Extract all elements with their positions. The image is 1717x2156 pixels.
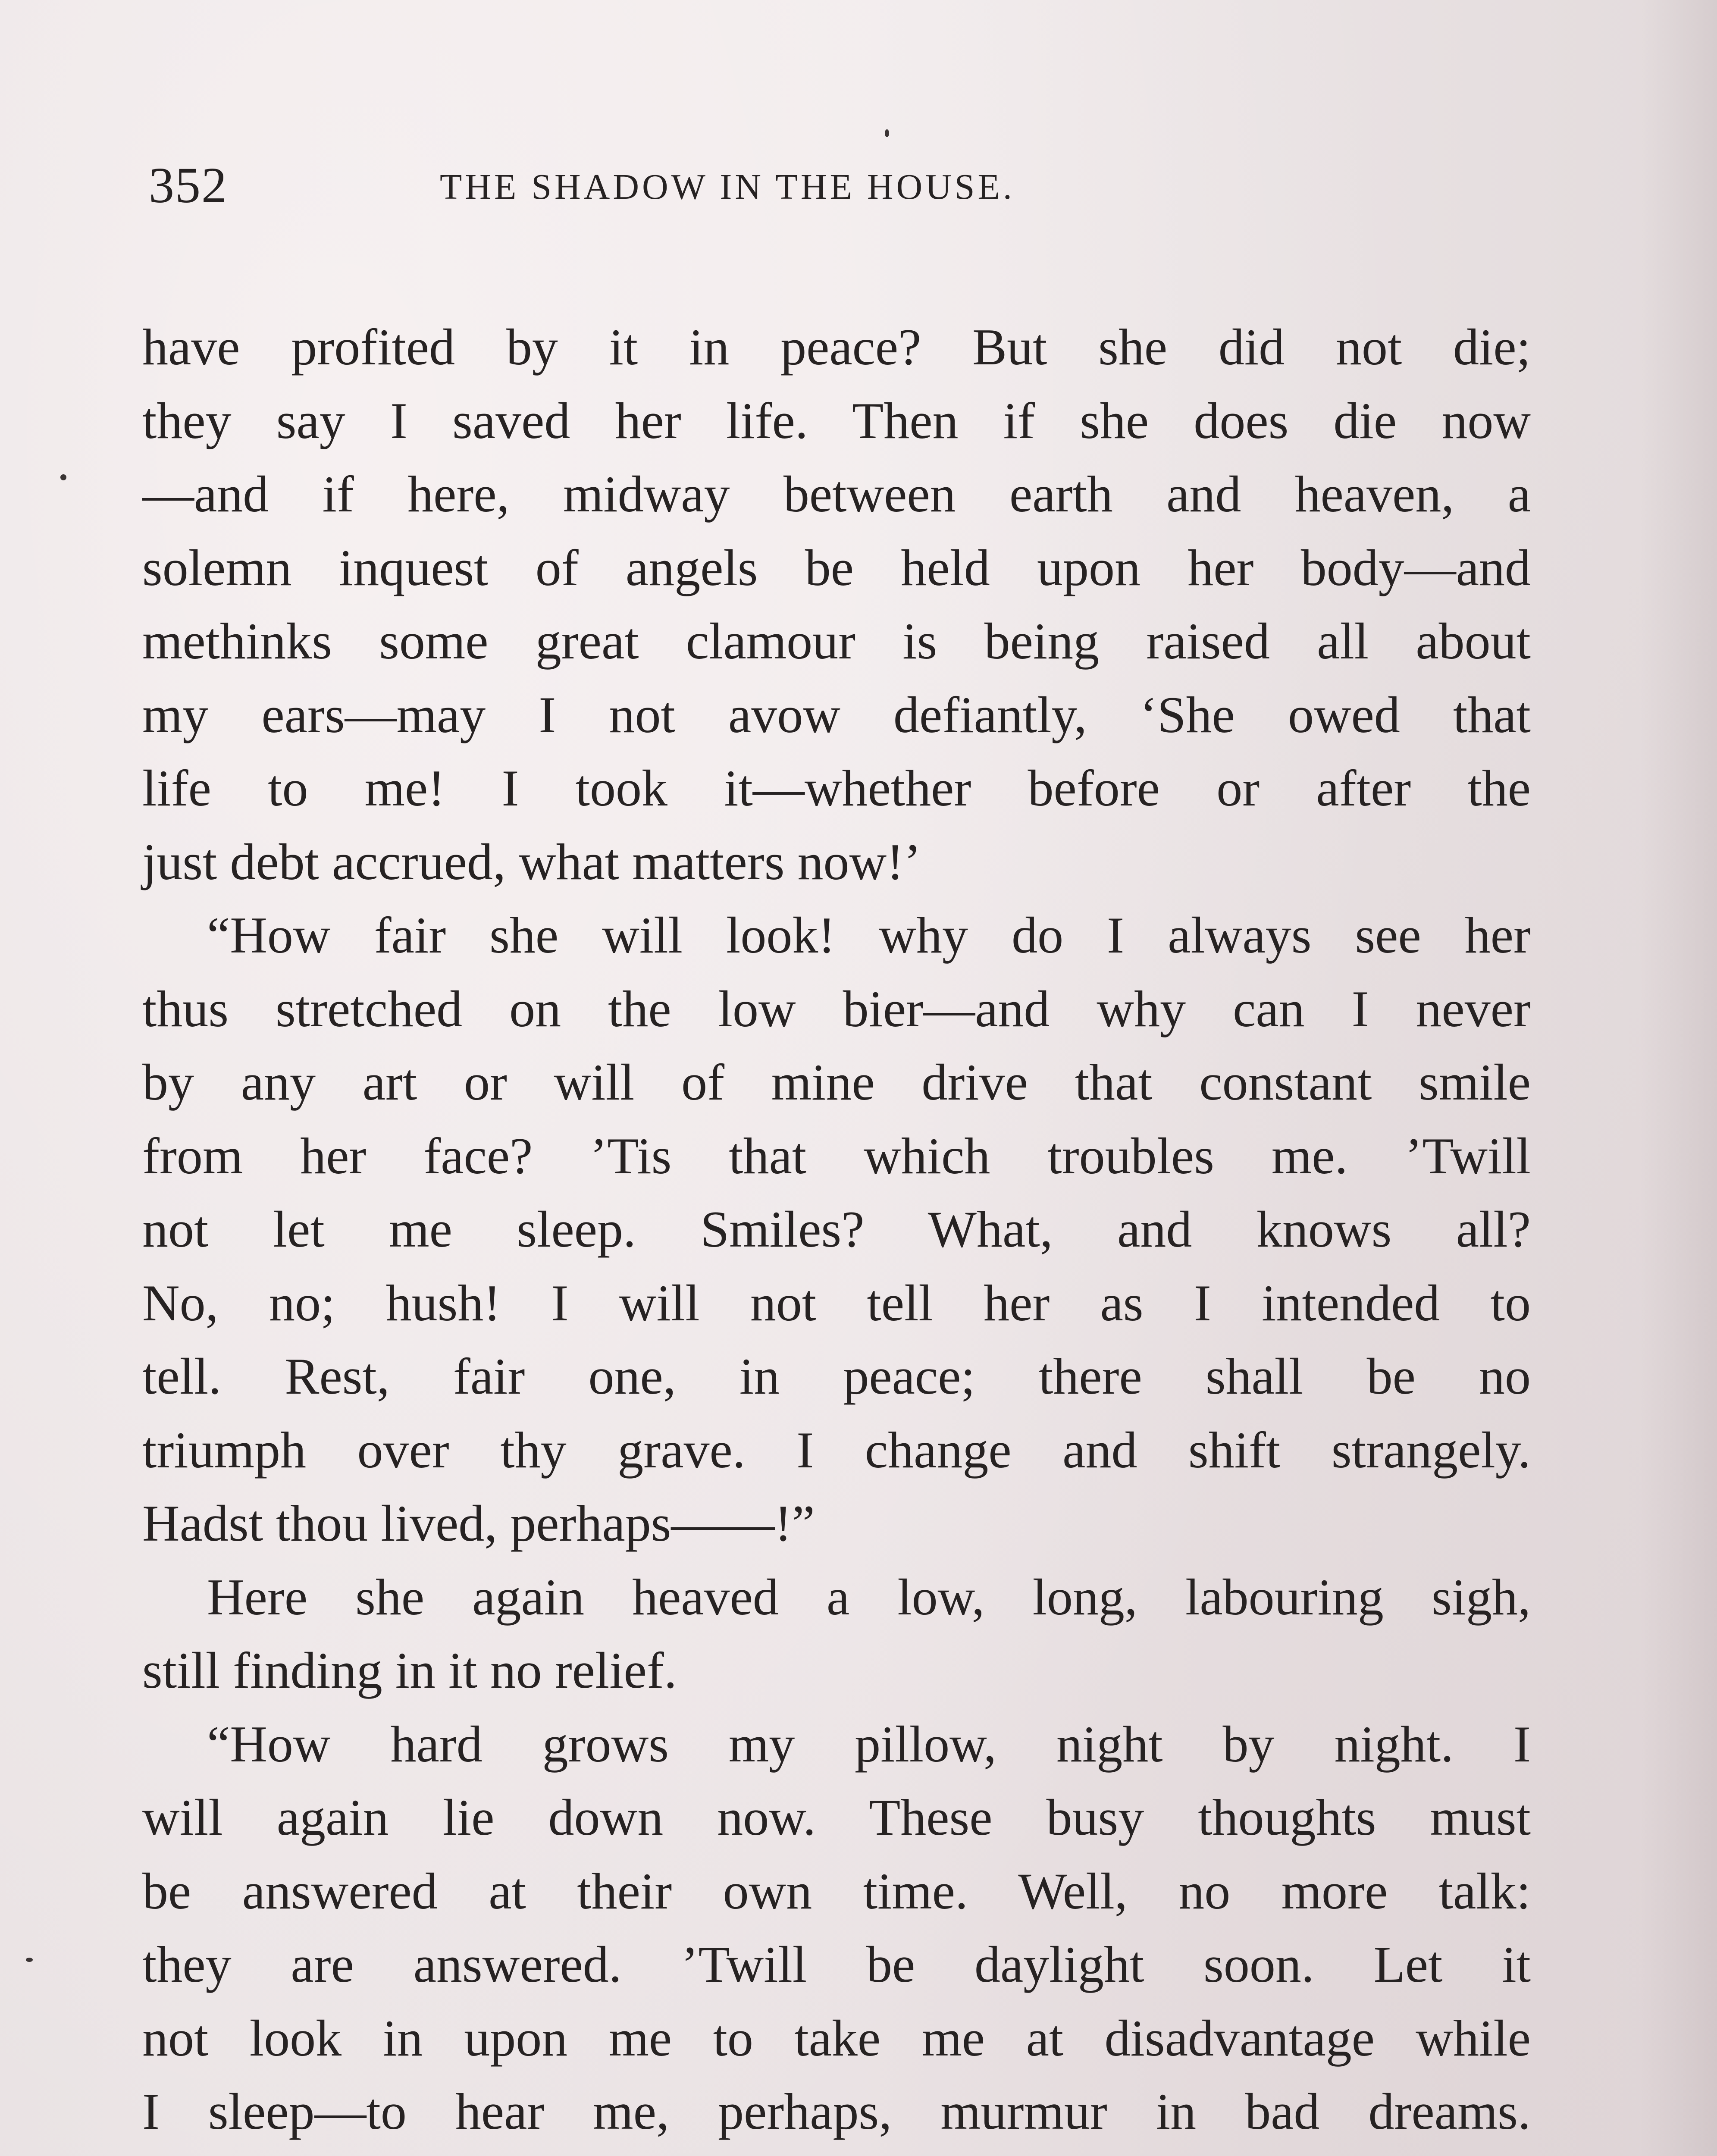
text-line: they are answered. ’Twill be daylight soon. Let it xyxy=(142,1936,1531,1993)
text-line: triumph over thy grave. I change and shift strangely. xyxy=(142,1421,1531,1479)
text-line: not let me sleep. Smiles? What, and knows all? xyxy=(142,1200,1531,1258)
text-line: not look in upon me to take me at disadvantage while xyxy=(142,2009,1531,2067)
text-line: my ears—may I not avow defiantly, ‘She owed that xyxy=(142,686,1531,743)
text-line: I sleep—to hear me, perhaps, murmur in bad dreams. xyxy=(142,2083,1531,2140)
text-line: “How fair she will look! why do I always see her xyxy=(207,906,1531,964)
text-line: No, no; hush! I will not tell her as I intended to xyxy=(142,1274,1531,1332)
text-line: by any art or will of mine drive that constant smile xyxy=(142,1053,1531,1111)
text-line: tell. Rest, fair one, in peace; there shall be no xyxy=(142,1348,1531,1405)
ink-speck xyxy=(26,1958,33,1962)
ink-speck xyxy=(885,129,889,137)
body-text xyxy=(142,310,1531,2156)
ink-speck xyxy=(60,474,66,480)
text-line: still finding in it no relief. xyxy=(142,1642,677,1699)
text-line: be answered at their own time. Well, no more talk: xyxy=(142,1862,1531,1920)
text-line: life to me! I took it—whether before or after the xyxy=(142,759,1531,817)
text-line: will again lie down now. These busy thoughts must xyxy=(142,1789,1531,1846)
page-header xyxy=(0,151,1717,237)
page-edge-shadow xyxy=(1639,0,1717,2156)
text-line: “How hard grows my pillow, night by night. I xyxy=(207,1715,1531,1773)
text-line: thus stretched on the low bier—and why can I never xyxy=(142,980,1531,1037)
text-line: Here she again heaved a low, long, labouring sigh, xyxy=(207,1568,1531,1626)
running-head: THE SHADOW IN THE HOUSE. xyxy=(440,167,1015,207)
text-line: methinks some great clamour is being raised all about xyxy=(142,612,1531,670)
text-line: from her face? ’Tis that which troubles me. ’Twill xyxy=(142,1127,1531,1185)
text-line: just debt accrued, what matters now!’ xyxy=(142,833,921,890)
text-line xyxy=(142,2149,1531,2156)
text-line: have profited by it in peace? But she did not die; xyxy=(142,318,1531,376)
text-line: Hadst thou lived, perhaps——!” xyxy=(142,1495,815,1552)
text-line: —and if here, midway between earth and heaven, a xyxy=(142,465,1531,523)
page-number: 352 xyxy=(149,157,228,213)
text-line: solemn inquest of angels be held upon her body—and xyxy=(142,539,1531,596)
text-line: they say I saved her life. Then if she does die now xyxy=(142,392,1531,449)
